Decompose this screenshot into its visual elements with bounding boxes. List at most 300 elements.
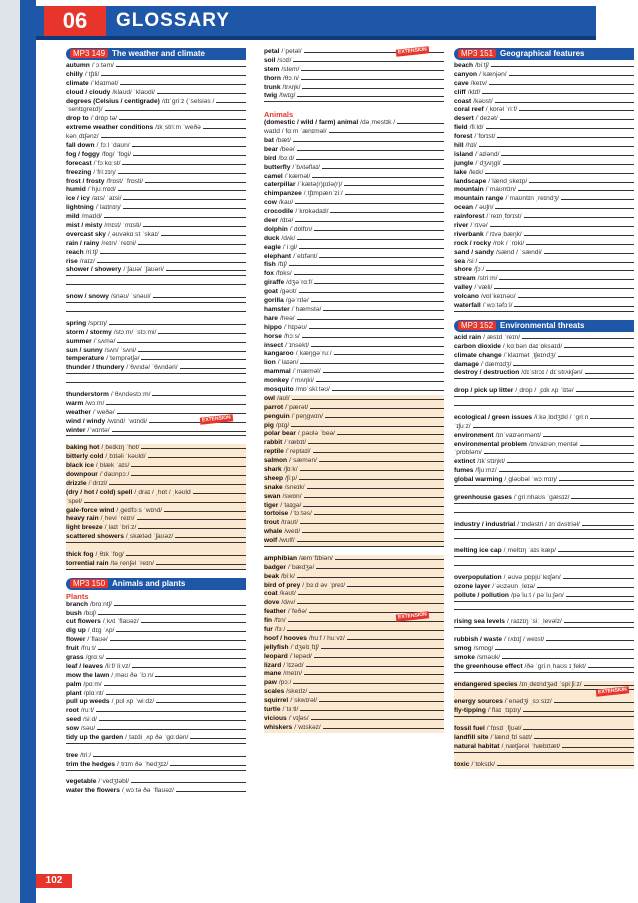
entry-phonetic: /ˈʃaʊə/ ˈʃaʊəri/: [123, 266, 164, 274]
glossary-entry: [264, 137, 444, 146]
answer-line: [170, 765, 246, 766]
entry-phonetic: /biːtʃ/: [475, 62, 489, 69]
entry-word: dove: [264, 599, 280, 607]
entry-word: mow the lawn: [66, 671, 110, 679]
entry-phonetic: /fɒks/: [275, 270, 292, 278]
answer-line: [519, 110, 634, 111]
answer-line: [585, 373, 635, 374]
glossary-entry: [264, 590, 444, 599]
entry-phonetic: /θɔːn/: [282, 74, 299, 82]
entry-phonetic: /ˈkætə(r)pɪlə(r)/: [297, 181, 343, 189]
entry-word: weather: [66, 408, 91, 416]
answer-line: [153, 297, 246, 298]
translation-line: [66, 311, 246, 320]
answer-line: [529, 182, 634, 183]
answer-line: [132, 146, 246, 147]
entry-word: salmon: [264, 457, 288, 465]
entry-word: crocodile: [264, 208, 294, 216]
glossary-entry: [66, 89, 246, 98]
glossary-entry: [66, 645, 246, 654]
glossary-entry: [454, 636, 634, 645]
entry-word: volcano: [454, 293, 479, 301]
answer-line: [297, 96, 444, 97]
glossary-entry: [454, 98, 634, 107]
entry-word: the greenhouse effect: [454, 662, 523, 670]
entry-phonetic: /sprɪŋ/: [88, 319, 107, 327]
entry-word: plant: [66, 689, 82, 697]
glossary-entry: [454, 186, 634, 195]
entry-phonetic: /ˈbædʒə/: [287, 563, 315, 571]
entry-word: bitterly cold: [66, 453, 104, 461]
entry-phonetic: /ˌskætəd ˈʃaʊəz/: [125, 533, 174, 541]
entry-word: stem: [264, 65, 280, 73]
entry-phonetic: /səʊ/: [80, 725, 96, 733]
answer-line: [486, 128, 635, 129]
glossary-entry: [454, 343, 634, 352]
audio-track-label[interactable]: MP3 149: [70, 49, 108, 58]
entry-phonetic: /fɪn/: [274, 617, 286, 625]
entry-phonetic: /ˈmaʊntɪn ˌreɪndʒ/: [505, 195, 559, 203]
entry-word: hamster: [264, 305, 290, 313]
entry-phonetic: /wɪnd/ ˈwɪndi/: [107, 417, 148, 425]
entry-word: mane: [264, 670, 282, 678]
entry-phonetic: /hɪl/: [465, 142, 477, 150]
glossary-entry: [454, 547, 634, 556]
translation-line: [454, 378, 634, 387]
answer-line: [301, 70, 444, 71]
extension-badge: EXTENSION: [396, 611, 429, 621]
entry-word: lizard: [264, 661, 282, 669]
glossary-entry: [66, 560, 246, 569]
translation-line: [264, 101, 444, 110]
entry-word: energy sources: [454, 698, 503, 706]
entry-word: gale-force wind: [66, 506, 115, 514]
translation-line: [454, 565, 634, 574]
answer-line: [110, 640, 246, 641]
translation-line: [66, 770, 246, 779]
glossary-entry: [264, 181, 444, 190]
glossary-entry: [264, 457, 444, 466]
answer-line: [319, 257, 444, 258]
entry-word: rain / rainy: [66, 239, 100, 247]
page-side-bar: [20, 0, 36, 903]
answer-line: [193, 493, 246, 494]
answer-line: [501, 155, 634, 156]
entry-phonetic: /ðə ˈɡriːnˌhaʊs ɪˌfekt/: [524, 662, 586, 670]
glossary-entry: [66, 734, 246, 743]
entry-phonetic: /sməʊk/: [476, 653, 501, 661]
answer-line: [114, 605, 246, 606]
answer-line: [292, 399, 444, 400]
entry-word: cave: [454, 79, 469, 87]
entry-word: scattered showers: [66, 533, 124, 541]
answer-line: [132, 667, 246, 668]
subsection-title: Animals: [264, 110, 294, 120]
entry-phonetic: /aʊl/: [277, 394, 290, 402]
entry-word: cut flowers: [66, 618, 101, 626]
answer-line: [323, 310, 444, 311]
entry-word: dig up: [66, 627, 86, 635]
entry-word: jungle: [454, 159, 474, 167]
answer-line: [314, 230, 444, 231]
answer-line: [454, 396, 634, 397]
answer-line: [302, 337, 444, 338]
entry-phonetic: /fruːt/: [80, 645, 96, 653]
entry-word: black ice: [66, 462, 94, 470]
answer-line: [330, 212, 444, 213]
glossary-entry: [66, 787, 246, 796]
glossary-entry: [264, 679, 444, 688]
entry-word: forecast: [66, 159, 92, 167]
entry-word: desert: [454, 115, 474, 123]
entry-phonetic: /ˈreɪnˌfɒrɪst/: [486, 213, 522, 221]
translation-line: [264, 546, 444, 555]
entry-phonetic: /ˈflaɪ ˌtɪpɪŋ/: [487, 707, 521, 715]
answer-line: [308, 443, 444, 444]
glossary-entry: [66, 444, 246, 453]
glossary-entry: [454, 654, 634, 663]
answer-line: [310, 408, 444, 409]
answer-line: [145, 182, 246, 183]
answer-line: [302, 532, 444, 533]
glossary-entry: [264, 475, 444, 484]
answer-line: [293, 683, 444, 684]
glossary-entry: [454, 663, 634, 672]
glossary-entry: [66, 663, 246, 672]
answer-line: [507, 462, 634, 463]
answer-line: [175, 537, 246, 538]
entry-phonetic: /ʃɔː/: [473, 266, 485, 274]
answer-line: [323, 372, 444, 373]
answer-line: [100, 253, 246, 254]
entry-word: mountain: [454, 186, 484, 194]
answer-line: [503, 164, 634, 165]
glossary-entry: [66, 160, 246, 169]
glossary-entry: [264, 377, 444, 386]
answer-line: [98, 649, 246, 650]
glossary-entry: [66, 266, 246, 275]
glossary-entry: [264, 564, 444, 573]
answer-line: [155, 676, 246, 677]
entry-phonetic: /ˈdæmɪdʒ/: [480, 360, 512, 368]
answer-line: [303, 506, 444, 507]
entry-phonetic: /snəʊ/ ˈsnəʊi/: [110, 293, 151, 301]
entry-word: island: [454, 150, 474, 158]
entry-phonetic: /ˈwɪskəz/: [294, 723, 321, 731]
translation-line: [454, 752, 634, 761]
answer-line: [454, 485, 634, 486]
entry-phonetic: /ˈθʌndəstɔːm/: [110, 390, 151, 398]
glossary-entry: [454, 266, 634, 275]
translation-line: [66, 435, 246, 444]
entry-word: owl: [264, 394, 275, 402]
answer-line: [158, 333, 246, 334]
glossary-entry: [66, 178, 246, 187]
answer-line: [494, 288, 634, 289]
audio-track-label[interactable]: MP3 151: [458, 49, 496, 58]
entry-phonetic: /frɒst/ ˈfrɒsti/: [106, 177, 144, 185]
answer-line: [66, 373, 246, 374]
glossary-entry: [454, 352, 634, 361]
glossary-entry: [66, 320, 246, 329]
entry-word: fur: [264, 626, 273, 633]
answer-line: [554, 702, 634, 703]
answer-line: [66, 542, 246, 543]
entry-word: environment: [454, 431, 494, 439]
glossary-entry: [66, 231, 246, 240]
entry-phonetic: /liːf/ liːvz/: [105, 662, 131, 670]
entry-phonetic: /sneɪk/: [284, 483, 305, 491]
entry-word: acid rain: [454, 333, 482, 341]
answer-line: [495, 208, 634, 209]
entry-word: eagle: [264, 243, 281, 251]
answer-line: [96, 711, 246, 712]
entry-word: shore: [454, 266, 472, 274]
entry-word: bird of prey: [264, 581, 301, 589]
entry-word: sheep: [264, 474, 284, 482]
answer-line: [120, 84, 246, 85]
glossary-entry: [454, 725, 634, 734]
answer-line: [321, 648, 444, 649]
answer-line: [98, 614, 246, 615]
entry-phonetic: ˈsentɪɡreɪd)/: [66, 106, 103, 114]
answer-line: [123, 199, 246, 200]
answer-line: [157, 93, 246, 94]
entry-word: ozone layer: [454, 582, 491, 590]
glossary-entry: [454, 106, 634, 115]
entry-phonetic: /ʃɑːk/: [283, 465, 298, 473]
glossary-entry: [454, 151, 634, 160]
translation-line: [66, 373, 246, 382]
glossary-entry: [66, 71, 246, 80]
entry-phonetic: /ˈkæməl/: [284, 172, 311, 180]
entry-word: sun / sunny: [66, 346, 103, 354]
entry-word: fly-tipping: [454, 707, 486, 715]
answer-line: [116, 631, 246, 632]
glossary-entry: [454, 222, 634, 231]
glossary-entry: [264, 670, 444, 679]
entry-word: freezing: [66, 168, 92, 176]
entry-word: mist / misty: [66, 222, 103, 230]
answer-line: [293, 61, 444, 62]
entry-word: overcast sky: [66, 230, 106, 238]
extension-badge: EXTENSION: [596, 686, 629, 696]
entry-phonetic: /ˈvɪʃəs/: [288, 714, 309, 722]
answer-line: [454, 627, 634, 628]
answer-line: [454, 752, 634, 753]
entry-word: tree: [66, 751, 79, 759]
entry-phonetic: /vɒlˈkeɪnəʊ/: [480, 293, 516, 301]
entry-phonetic: /swɒn/: [282, 492, 302, 500]
translation-line: [454, 627, 634, 636]
answer-line: [66, 311, 246, 312]
entry-phonetic: /kəʊst/: [473, 97, 493, 105]
glossary-entry: [454, 387, 634, 396]
glossary-entry: [454, 204, 634, 213]
entry-phonetic: /ˈwɪntə/: [87, 426, 110, 434]
answer-line: [143, 226, 246, 227]
glossary-entry: [264, 519, 444, 528]
entry-phonetic: /ɡəˈrɪlə/: [285, 297, 309, 305]
glossary-entry: [66, 62, 246, 71]
answer-line: [524, 217, 634, 218]
answer-line: [119, 119, 246, 120]
answer-line: [558, 356, 634, 357]
entry-word: light breeze: [66, 524, 103, 532]
answer-line: [347, 586, 444, 587]
entry-phonetic: /ˌnætʃərəl ˈhæbɪtæt/: [501, 742, 561, 750]
glossary-entry: [66, 169, 246, 178]
entry-phonetic: /ˌθɪk ˈfɒɡ/: [95, 550, 124, 558]
answer-line: [66, 569, 246, 570]
glossary-entry: [454, 414, 634, 423]
glossary-entry: [66, 601, 246, 610]
entry-word: thorn: [264, 74, 281, 82]
glossary-entry: [264, 146, 444, 155]
glossary-entry: [264, 75, 444, 84]
glossary-entry: [264, 395, 444, 404]
entry-phonetic: /bæt/: [275, 137, 291, 145]
answer-line: [509, 75, 634, 76]
entry-word: drizzle: [66, 479, 87, 487]
entry-phonetic: /reɪn/ ˈreɪni/: [101, 239, 137, 247]
answer-line: [514, 306, 634, 307]
entry-word: forest: [454, 133, 473, 141]
translation-line: [454, 405, 634, 414]
answer-line: [454, 601, 634, 602]
answer-line: [97, 729, 246, 730]
entry-word: coat: [264, 590, 278, 598]
glossary-entry: [264, 359, 444, 368]
entry-word: storm / stormy: [66, 328, 112, 336]
entry-phonetic: /ˈlɪzəd/: [283, 661, 304, 669]
entry-phonetic: /pɔː/: [278, 679, 292, 687]
answer-line: [325, 417, 444, 418]
entry-phonetic: /ˌkɒrəl ˈriːf/: [485, 106, 518, 114]
glossary-entry: [264, 662, 444, 671]
answer-line: [454, 378, 634, 379]
entry-phonetic: /ˌpʊl ʌp ˈwiːdz/: [111, 698, 155, 706]
entry-phonetic: /ˈrʌbɪʃ / weɪst/: [504, 636, 545, 644]
entry-word: mammal: [264, 368, 291, 376]
section-header: [66, 578, 246, 590]
glossary-entry: [66, 654, 246, 663]
glossary-entry: [66, 761, 246, 770]
answer-line: [287, 630, 444, 631]
section-header: [66, 48, 246, 60]
glossary-entry: [66, 698, 246, 707]
answer-line: [561, 199, 634, 200]
glossary-entry: [264, 66, 444, 75]
entry-phonetic: /stem/: [281, 65, 300, 73]
glossary-entry: [264, 582, 444, 591]
entry-word: rainforest: [454, 213, 485, 221]
section-title: Environmental threats: [500, 320, 585, 330]
translation-line: [66, 275, 246, 284]
glossary-entry: [66, 707, 246, 716]
glossary-entry: [66, 293, 246, 302]
answer-line: [106, 694, 246, 695]
answer-line: [454, 538, 634, 539]
entry-word: natural habitat: [454, 742, 500, 750]
answer-line: [495, 102, 634, 103]
entry-phonetic: /ˈaɪlənd/: [475, 150, 500, 158]
entry-phonetic: /ˈkrɒkədaɪl/: [295, 208, 329, 216]
glossary-entry: [264, 261, 444, 270]
entry-word: smog: [454, 645, 472, 652]
entry-word: lake: [454, 168, 467, 176]
entry-word: twig: [264, 92, 278, 100]
entry-phonetic: /ˈsæmən/: [289, 457, 317, 465]
glossary-entry: [264, 573, 444, 582]
glossary-entry: [264, 92, 444, 101]
entry-word: overpopulation: [454, 573, 502, 581]
glossary-entry: [66, 142, 246, 151]
audio-track-label[interactable]: MP3 150: [70, 579, 108, 588]
entry-word: gorilla: [264, 297, 284, 305]
answer-line: [109, 484, 246, 485]
entry-phonetic: /ˌəʊvəkɑːst ˈskaɪ/: [107, 230, 159, 238]
entry-phonetic: /ˌkʌt ˈflaʊəz/: [102, 618, 139, 626]
entry-phonetic: /ˈtɒksɪk/: [471, 760, 495, 768]
entry-word: environmental problem: [454, 440, 527, 448]
answer-line: [335, 559, 444, 560]
entry-phonetic: /ˈhjuːmɪd/: [87, 186, 116, 194]
translation-line: [454, 529, 634, 538]
glossary-entry: [454, 258, 634, 267]
entry-phonetic: /ˌmeltɪŋ ˈaɪs kæp/: [503, 547, 556, 555]
entry-word: (domestic / wild / farm) animal: [264, 119, 359, 127]
glossary-entry: [454, 71, 634, 80]
entry-phonetic: /ˈpeŋɡwɪn/: [291, 412, 323, 420]
answer-line: [576, 391, 634, 392]
answer-line: [300, 523, 444, 524]
audio-track-label[interactable]: MP3 152: [458, 321, 496, 330]
entry-phonetic: /bʊʃ/: [83, 609, 97, 617]
entry-word: camel: [264, 172, 283, 180]
glossary-entry: [66, 213, 246, 222]
entry-word: parrot: [264, 403, 284, 411]
entry-phonetic: /ˈtɜːtl/: [282, 706, 299, 714]
answer-line: [176, 791, 246, 792]
entry-word: wolf: [264, 537, 278, 545]
entry-word: rise: [66, 257, 78, 265]
entry-word: hill: [454, 142, 464, 150]
entry-phonetic: /ˌtaɪdi ˌʌp ðə ˈɡɑːdən/: [125, 734, 189, 742]
answer-line: [523, 729, 634, 730]
entry-word: smoke: [454, 653, 475, 661]
answer-line: [66, 302, 246, 303]
answer-line: [316, 568, 444, 569]
entry-phonetic: /ˈhɪpəʊ/: [283, 323, 307, 331]
translation-line: [454, 538, 634, 547]
glossary-entry: [264, 342, 444, 351]
entry-phonetic: /ˈfɒsɪl ˌfjʊəl/: [486, 725, 522, 733]
entry-word: jellyfish: [264, 643, 289, 651]
answer-line: [164, 511, 246, 512]
glossary-entry: [454, 213, 634, 222]
entry-word: global warming: [454, 476, 503, 484]
entry-word: thunder / thundery: [66, 364, 125, 372]
glossary-entry: [264, 715, 444, 724]
answer-line: [297, 577, 444, 578]
section-title: The weather and climate: [112, 49, 205, 58]
answer-line: [66, 770, 246, 771]
answer-line: [311, 719, 444, 720]
entry-phonetic: /dɪˈstrɔɪ / dɪˈstrʌkʃən/: [521, 369, 583, 377]
entry-word: heavy rain: [66, 515, 99, 523]
entry-phonetic: /ˈlepəd/: [289, 652, 312, 660]
